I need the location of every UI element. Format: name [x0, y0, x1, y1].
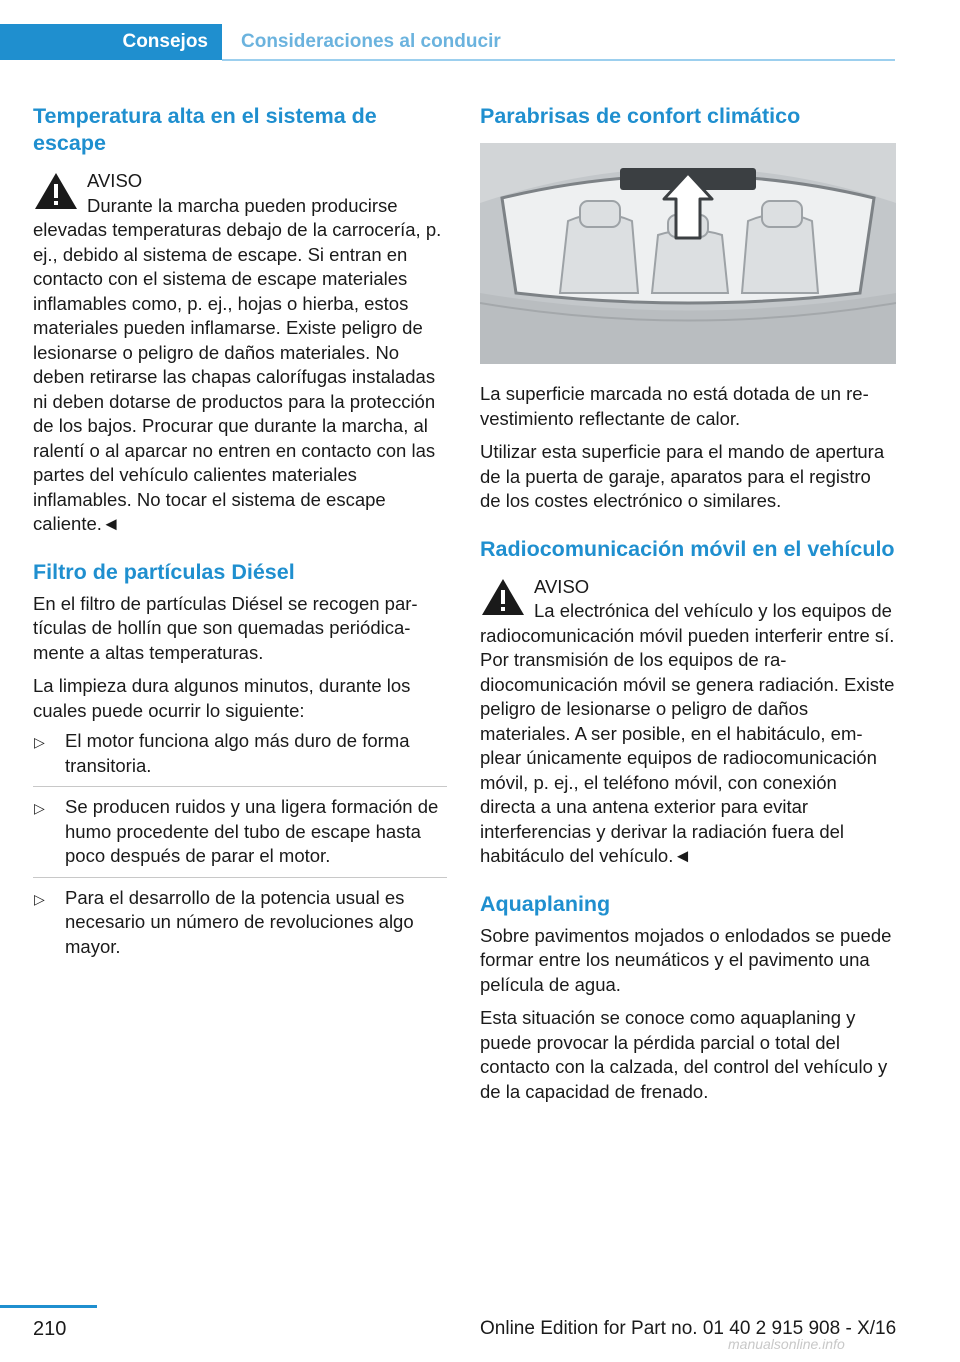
heading-exhaust-temperature: Temperatura alta en el sistema de escape — [33, 104, 377, 155]
header-divider — [222, 59, 895, 61]
cleaning-effects-list — [33, 729, 447, 967]
paragraph: Esta situación se conoce como aquaplaning y puede provocar la pérdida parcial o total del contacto con la calzada, del control del vehículo y de la capacidad de frenado. — [480, 1007, 888, 1102]
chapter-tab[interactable]: Consejos — [0, 24, 222, 60]
bullet-triangle-icon: ▷ — [34, 890, 45, 907]
section-tab[interactable]: Consideraciones al conducir — [241, 31, 501, 52]
notice-body: Durante la marcha pueden producirse elevadas temperaturas debajo de la carrocería, p. ej., debido al sistema de escape. Si entran en contacto con el sistema de escape materiales inflamables como, p. ej., hojas o hierba, estos materiales pueden inflamarse. Existe peligro de lesionarse o peligro de daños materiales. No deben retirarse las chapas calorífugas instaladas ni deben dotarse de productos para la protección de los bajos. Procurar que durante la marcha, al ralentí o al aparcar no entren en contacto con las partes del vehículo calientes materiales inflamables. No tocar el sistema de escape caliente.◄ — [33, 194, 442, 534]
watermark: manualsonline.info — [728, 1336, 845, 1352]
notice-title: AVISO — [534, 575, 590, 597]
left-column — [33, 103, 447, 975]
heading-mobile-radio: Radiocomunicación móvil en el vehículo — [480, 536, 895, 561]
page-header — [0, 0, 960, 62]
paragraph: La limpieza dura algunos minutos, durante los cuales puede ocurrir lo siguiente: — [33, 675, 411, 721]
heading-diesel-particulate-filter: Filtro de partículas Diésel — [33, 559, 295, 584]
notice-title: AVISO — [87, 170, 143, 191]
notice-body: La electrónica del vehículo y los equipos de radiocomunicación móvil pueden interferir entre sí. Por transmisión de los equipos de radiocomunicación móvil se genera radiación. Existe peligro de lesionarse o peligro de daños materiales. A ser posible, en el habitáculo, emplear únicamente equipos de radiocomunicación móvil, p. ej., el teléfono móvil, con conexión directa a una antena exterior para evitar interferencias y derivar la radiación fuera del habitáculo del vehículo.◄ — [480, 600, 895, 866]
bullet-triangle-icon: ▷ — [34, 734, 45, 750]
footer-rule — [0, 1305, 97, 1308]
list-item: ▷ Para el desarrollo de la potencia usual es necesario un número de revoluciones algo mayor. — [34, 886, 414, 957]
paragraph: La superficie marcada no está dotada de un revestimiento reflectante de calor. — [480, 383, 869, 429]
rear-window-illustration — [480, 143, 896, 364]
list-item: ▷ El motor funciona algo más duro de forma transitoria. — [33, 729, 447, 787]
paragraph: Sobre pavimentos mojados o enlodados se puede formar entre los neumáticos y el pavimento una película de agua. — [480, 924, 892, 995]
windshield-figure — [480, 143, 896, 364]
warning-notice-radio — [480, 575, 896, 869]
edition-note: Online Edition for Part no. 01 40 2 915 908 - X/16 — [480, 1318, 897, 1339]
warning-triangle-icon — [33, 171, 79, 211]
page-number: 210 — [33, 1318, 67, 1340]
heading-aquaplaning: Aquaplaning — [480, 891, 611, 916]
warning-notice-exhaust — [33, 169, 447, 537]
heading-climate-windshield: Parabrisas de confort climático — [480, 104, 801, 128]
paragraph: Utilizar esta superficie para el mando de apertura de la puerta de garaje, aparatos para el registro de los costes electrónico o similares. — [480, 441, 885, 511]
right-column — [480, 103, 896, 1113]
bullet-triangle-icon: ▷ — [34, 800, 45, 816]
warning-triangle-icon — [480, 577, 526, 617]
list-item: ▷ Se producen ruidos y una ligera formación de humo procedente del tubo de escape hasta poco después de parar el motor. — [33, 795, 447, 878]
paragraph: En el filtro de partículas Diésel se recogen partículas de hollín que son quemadas periódicamente a altas temperaturas. — [33, 592, 418, 663]
